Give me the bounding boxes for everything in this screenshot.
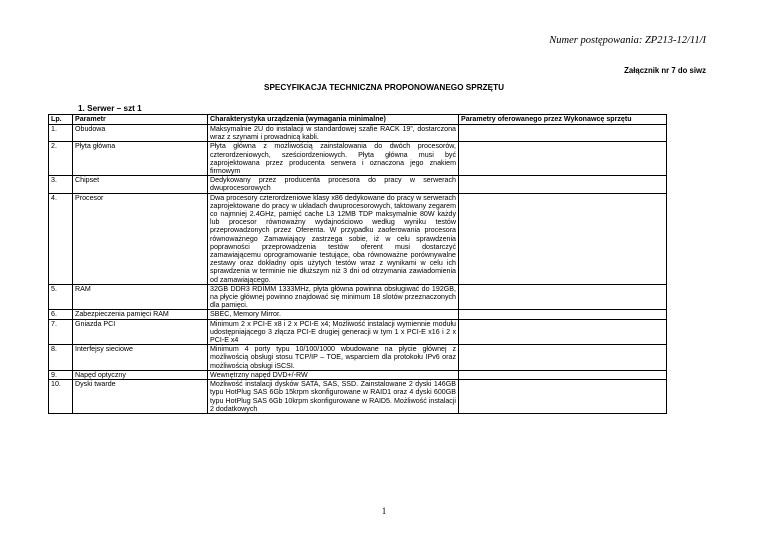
- row-parameter: Zabezpieczenia pamięci RAM: [73, 310, 208, 319]
- header-desc: Charakterystyka urządzenia (wymagania minimalne): [208, 115, 459, 125]
- table-row: [49, 125, 667, 142]
- row-description: SBEC, Memory Mirror.: [208, 310, 459, 319]
- table-row: [49, 345, 667, 371]
- row-offer-cell[interactable]: [459, 345, 667, 371]
- row-number: 7.: [49, 319, 73, 345]
- row-offer-cell[interactable]: [459, 142, 667, 176]
- table-row: [49, 319, 667, 345]
- row-offer-cell[interactable]: [459, 319, 667, 345]
- row-description: Dwa procesory czterordzeniowe klasy x86 dedykowane do pracy w serwerach zaprojektowane do pracy w układach dwuprocesorowych, taktowany zegarem co najmniej 2.4GHz, pamięć cache L3 12MB TDP maksymalnie 80W każdy lub procesor równoważny wydajnościowo według wyniku testów przeprowadzonych przez Oferenta. W przypadku zaoferowania procesora równoważnego Zamawiający zastrzega sobie, iż w celu sprawdzenia poprawności przeprowadzenia testów oferent musi dostarczyć zamawiającemu oprogramowanie testujące, oba równoważne porównywalne zestawy oraz dokładny opis użytych testów wraz z wynikami w celu ich sprawdzenia w terminie nie dłuższym niż 3 dni od otrzymania zawiadomienia od zamawiającego.: [208, 193, 459, 284]
- table-row: [49, 310, 667, 319]
- row-offer-cell[interactable]: [459, 380, 667, 414]
- row-number: 6.: [49, 310, 73, 319]
- table-row: [49, 284, 667, 310]
- row-parameter: Obudowa: [73, 125, 208, 142]
- specification-table: [48, 114, 667, 414]
- row-description: Maksymalnie 2U do instalacji w standardowej szafie RACK 19”, dostarczona wraz z szynami i prowadnicą kabli.: [208, 125, 459, 142]
- row-number: 8.: [49, 345, 73, 371]
- table-row: [49, 370, 667, 379]
- document-title: SPECYFIKACJA TECHNICZNA PROPONOWANEGO SPRZĘTU: [263, 83, 505, 92]
- table-row: [49, 380, 667, 414]
- row-description: Możliwość instalacji dysków SATA, SAS, SSD. Zainstalowane 2 dyski 146GB typu HotPlug SAS 6Gb 15krpm skonfigurowane w RAID1 oraz 4 dyski 600GB typu HotPlug SAS 6Gb 10krpm skonfigurowane w RAID5. Możliwość instalacji 2 dodatkowych: [208, 380, 459, 414]
- row-description: Płyta główna z możliwością zainstalowania do dwóch procesorów, czterordzeniowych, sześciordzeniowych. Płyta główna musi być zaprojektowana przez producenta serwera i oznaczona jego znakiem firmowym: [208, 142, 459, 176]
- row-description: 32GB DDR3 RDIMM 1333MHz, płyta główna powinna obsługiwać do 192GB, na płycie głównej powinno znajdować się minimum 18 slotów przeznaczonych dla pamięci.: [208, 284, 459, 310]
- row-parameter: Płyta główna: [73, 142, 208, 176]
- table-row: [49, 142, 667, 176]
- section-heading: 1. Serwer – szt 1: [78, 104, 142, 113]
- row-offer-cell[interactable]: [459, 125, 667, 142]
- header-lp: Lp.: [49, 115, 73, 125]
- row-parameter: Napęd optyczny: [73, 370, 208, 379]
- row-offer-cell[interactable]: [459, 370, 667, 379]
- row-number: 2.: [49, 142, 73, 176]
- page-number: 1: [381, 506, 387, 516]
- row-parameter: Gniazda PCI: [73, 319, 208, 345]
- row-parameter: RAM: [73, 284, 208, 310]
- row-number: 4.: [49, 193, 73, 284]
- row-number: 9.: [49, 370, 73, 379]
- row-description: Minimum 2 x PCI-E x8 i 2 x PCI-E x4; Możliwość instalacji wymiennie modułu udostępniającego 3 złącza PCI-E drugiej generacji w tym 1 x PCI-E x16 i 2 x PCI-E x4: [208, 319, 459, 345]
- row-description: Dedykowany przez producenta procesora do pracy w serwerach dwuprocesorowych: [208, 176, 459, 193]
- row-number: 1.: [49, 125, 73, 142]
- row-description: Wewnętrzny napęd DVD+/-RW: [208, 370, 459, 379]
- row-parameter: Interfejsy sieciowe: [73, 345, 208, 371]
- attachment-label: Załącznik nr 7 do siwz: [624, 66, 706, 75]
- row-parameter: Procesor: [73, 193, 208, 284]
- row-parameter: Chipset: [73, 176, 208, 193]
- procedure-number: Numer postępowania: ZP213-12/11/I: [549, 35, 706, 46]
- row-offer-cell[interactable]: [459, 310, 667, 319]
- row-number: 5.: [49, 284, 73, 310]
- row-offer-cell[interactable]: [459, 176, 667, 193]
- table-row: [49, 176, 667, 193]
- row-number: 10.: [49, 380, 73, 414]
- row-parameter: Dyski twarde: [73, 380, 208, 414]
- table-header-row: [49, 115, 667, 125]
- row-description: Minimum 4 porty typu 10/100/1000 wbudowane na płycie głównej z możliwością obsługi stosu TCP/IP – TOE, wsparciem dla protokołu IPv6 oraz możliwością obsługi iSCSI.: [208, 345, 459, 371]
- row-number: 3.: [49, 176, 73, 193]
- table-row: [49, 193, 667, 284]
- row-offer-cell[interactable]: [459, 284, 667, 310]
- row-offer-cell[interactable]: [459, 193, 667, 284]
- header-param: Parametr: [73, 115, 208, 125]
- header-offer: Parametry oferowanego przez Wykonawcę sprzętu: [459, 115, 667, 125]
